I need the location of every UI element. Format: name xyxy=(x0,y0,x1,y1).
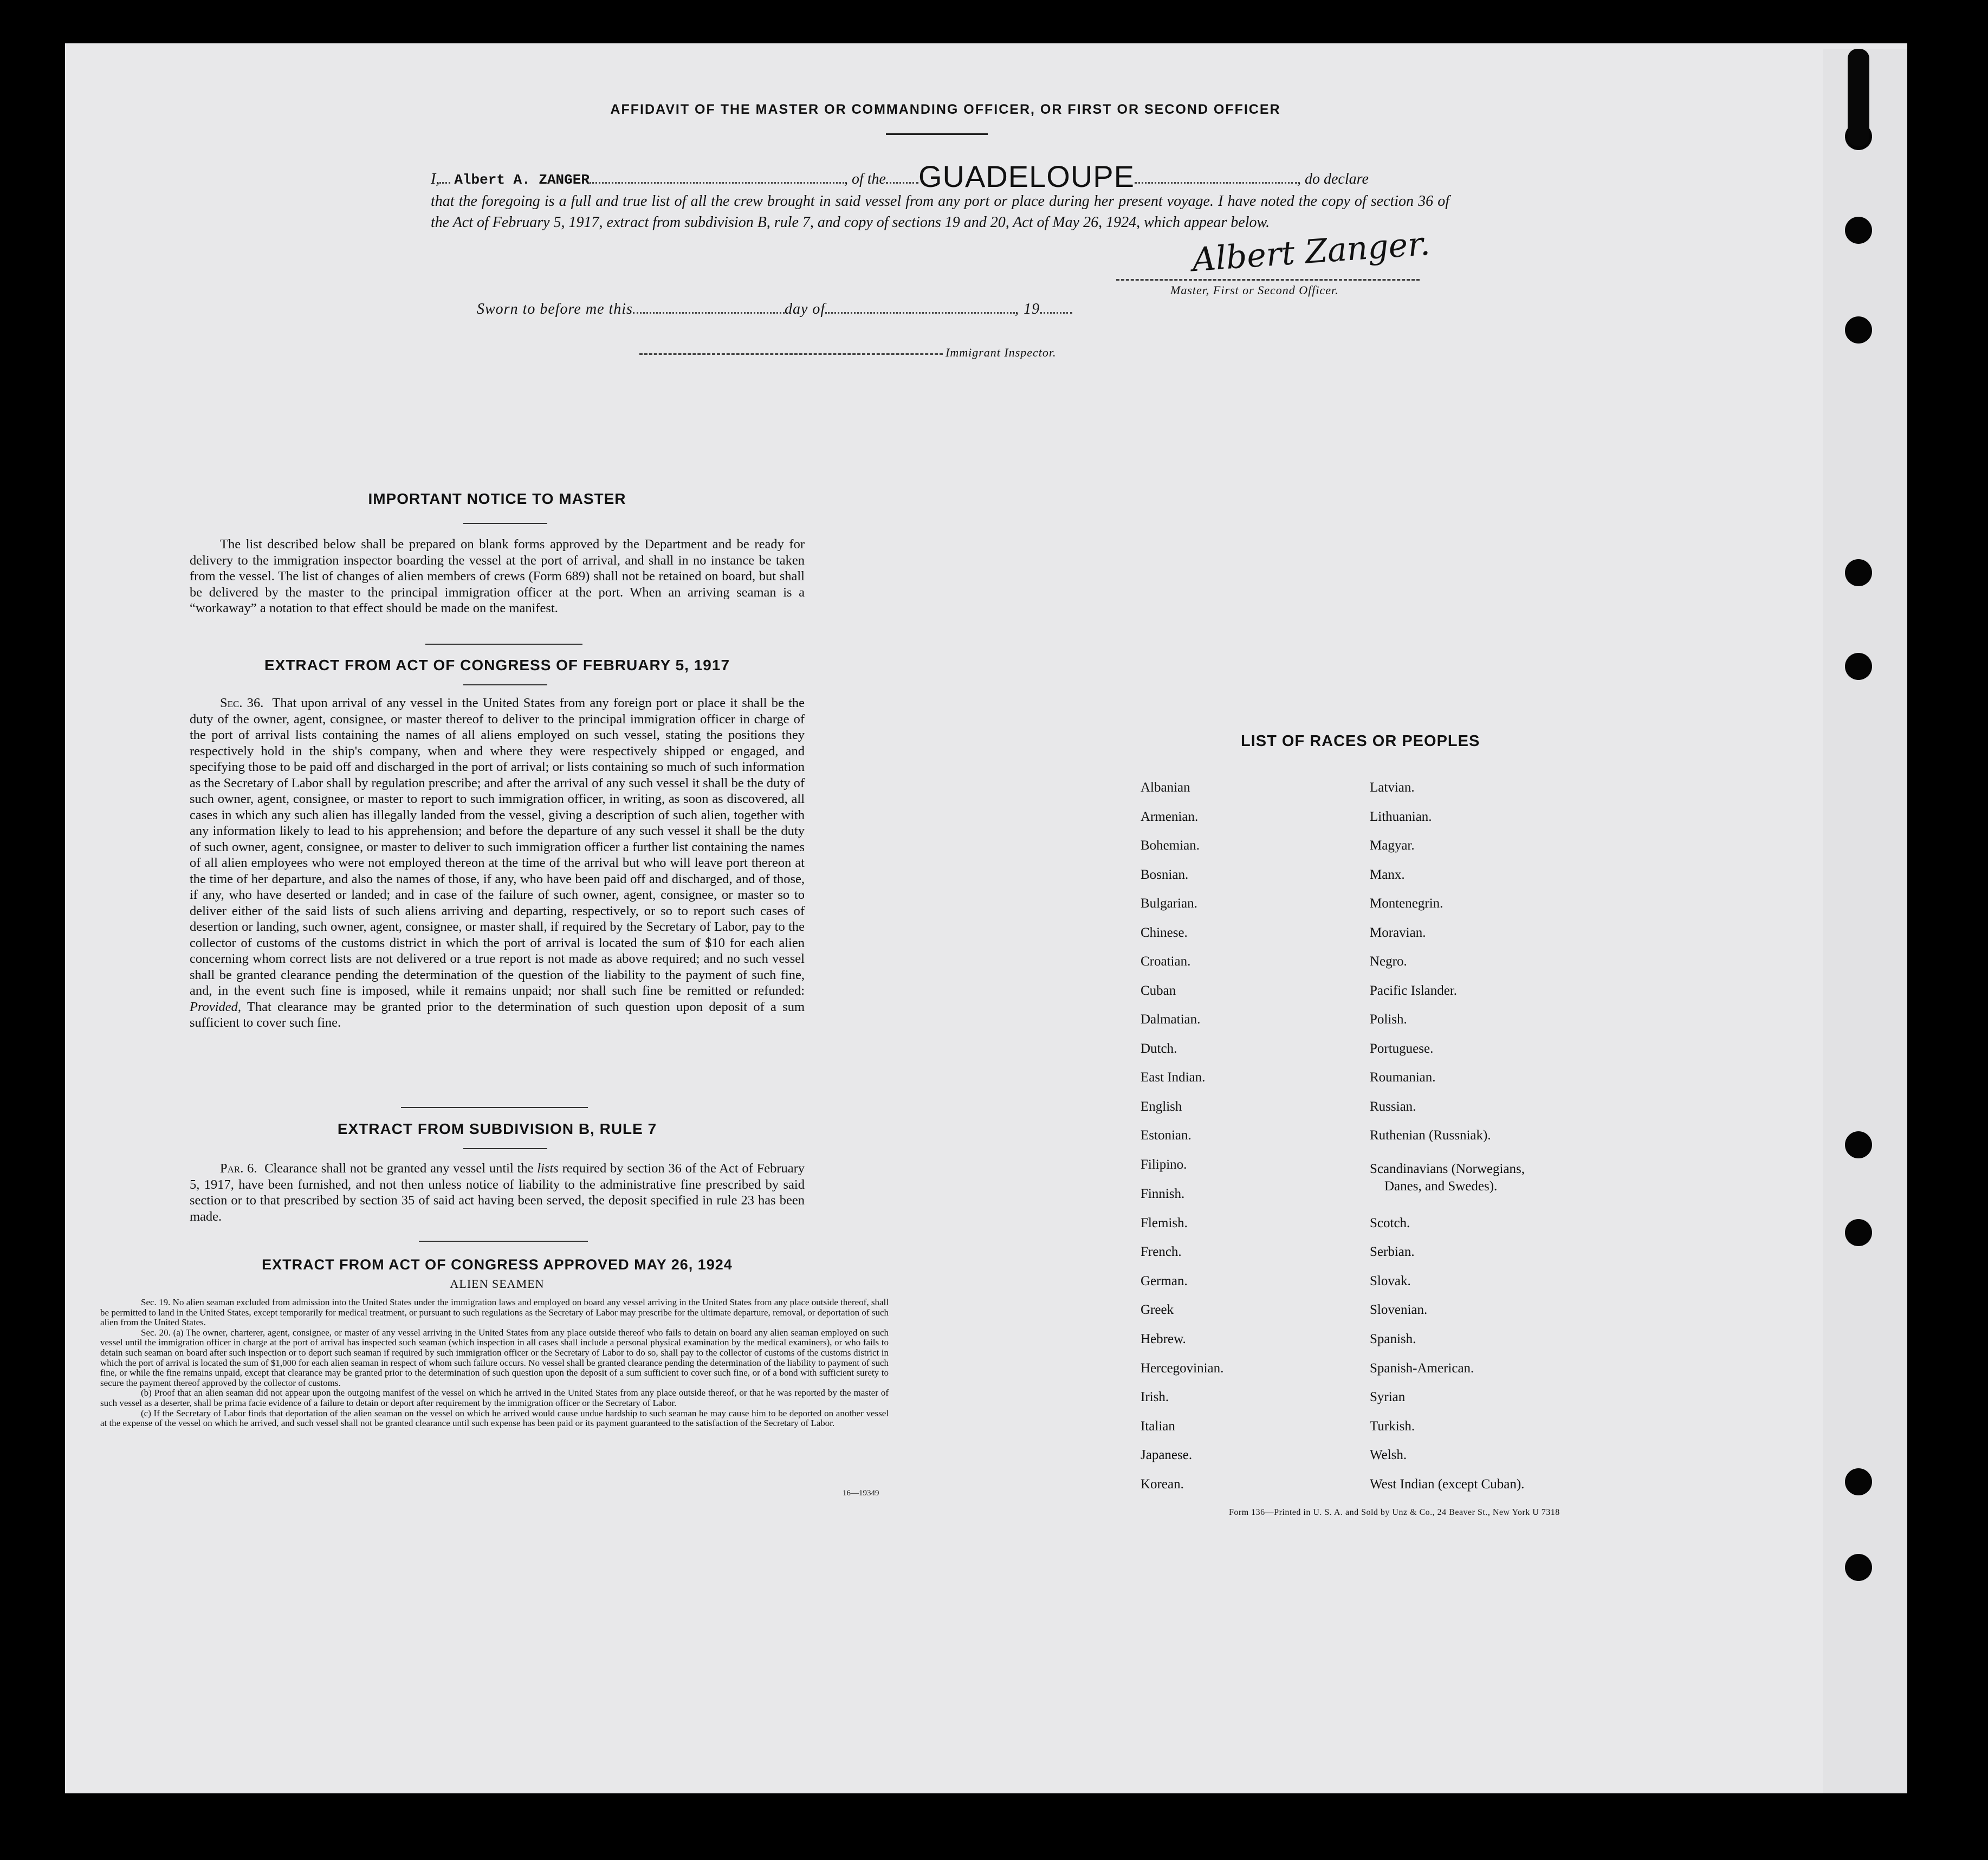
race-item: Hebrew. xyxy=(1141,1332,1186,1346)
race-item: Magyar. xyxy=(1370,838,1415,853)
race-item: Portuguese. xyxy=(1370,1041,1434,1056)
race-item: West Indian (except Cuban). xyxy=(1370,1477,1525,1492)
race-item: Irish. xyxy=(1141,1390,1169,1404)
race-item: Latvian. xyxy=(1370,780,1415,795)
officer-signature: Albert Zanger. xyxy=(1191,224,1432,280)
notice-title: IMPORTANT NOTICE TO MASTER xyxy=(368,490,626,507)
sworn-day-label: day of xyxy=(784,301,826,317)
rule-7-title: EXTRACT FROM SUBDIVISION B, RULE 7 xyxy=(337,1120,657,1137)
par-6-label: Par. 6. xyxy=(220,1161,257,1176)
race-item: Finnish. xyxy=(1141,1187,1185,1201)
binder-hole xyxy=(1845,559,1872,586)
race-item: Spanish-American. xyxy=(1370,1361,1474,1376)
binder-hole xyxy=(1845,217,1872,244)
race-item: Dutch. xyxy=(1141,1041,1177,1056)
race-item: Serbian. xyxy=(1370,1245,1415,1259)
race-item: Hercegovinian. xyxy=(1141,1361,1224,1376)
race-item: German. xyxy=(1141,1274,1188,1288)
race-item: Pacific Islander. xyxy=(1370,983,1458,998)
race-item: Greek xyxy=(1141,1302,1174,1317)
do-declare-label: , do declare xyxy=(1297,171,1369,187)
notice-divider xyxy=(425,644,582,645)
race-item: Chinese. xyxy=(1141,925,1188,940)
race-item: Scotch. xyxy=(1370,1216,1410,1230)
race-item: Welsh. xyxy=(1370,1448,1407,1462)
act-1924-title: EXTRACT FROM ACT OF CONGRESS APPROVED MAY 26, 1924 xyxy=(262,1256,733,1273)
race-item: Croatian. xyxy=(1141,954,1191,969)
section-20c-text: (c) If the Secretary of Labor finds that deportation of the alien seaman on the vessel on which he arrived would cause undue hardship to such seaman he may cause him to be deported on another vessel at the expense of the vessel on which he arrived, and such vessel shall not be granted clearance until such expense has been paid or its payment guaranteed to the satisfaction of the Secretary of Labor. xyxy=(100,1408,889,1429)
title-rule xyxy=(886,133,988,135)
race-item: Armenian. xyxy=(1141,809,1199,824)
form-footer-note: Form 136—Printed in U. S. A. and Sold by Unz & Co., 24 Beaver St., New York U 7318 xyxy=(1229,1508,1560,1517)
race-item: Moravian. xyxy=(1370,925,1426,940)
race-item: Cuban xyxy=(1141,983,1176,998)
race-item: Ruthenian (Russniak). xyxy=(1370,1128,1491,1143)
sworn-prefix: Sworn to before me this xyxy=(477,301,633,317)
binder-hole xyxy=(1845,1131,1872,1158)
declaration-body: that the foregoing is a full and true list of all the crew brought in said vessel from any port or place during her present voyage. I have noted the copy of section 36 of the Act of February 5, 1917, extract from subdivision B, rule 7, and copy of sections 19 and 20, Act of May 26, 1924, which appear below. xyxy=(431,193,1449,231)
act-1924-text xyxy=(100,1298,889,1429)
binder-hole xyxy=(1845,1219,1872,1246)
section-19-text: Sec. 19. No alien seaman excluded from admission into the United States under the immigration laws and employed on board any vessel arriving in the United States from any place outside thereof, shall be permitted to land in the United States, except temporarily for medical treatment, or pursuant to such regulations as the Secretary of Labor may prescribe for the ultimate departure, removal, or deportation of such alien from the United States. xyxy=(100,1297,889,1328)
race-item: East Indian. xyxy=(1141,1070,1206,1085)
inspector-caption: Immigrant Inspector. xyxy=(946,346,1057,359)
signature-line xyxy=(1116,279,1420,281)
act-1917-title: EXTRACT FROM ACT OF CONGRESS OF FEBRUARY 5, 1917 xyxy=(264,657,730,673)
rule-7-text xyxy=(190,1161,805,1224)
act-1917-title-rule xyxy=(463,684,547,685)
declaration-prefix: I, xyxy=(431,171,440,187)
race-item: Syrian xyxy=(1370,1390,1406,1404)
race-item: Bulgarian. xyxy=(1141,896,1197,911)
race-item: Bosnian. xyxy=(1141,867,1189,882)
race-item: Montenegrin. xyxy=(1370,896,1443,911)
notice-title-rule xyxy=(463,523,547,524)
binder-hole xyxy=(1845,316,1872,344)
race-item: Filipino. xyxy=(1141,1157,1187,1172)
sworn-line xyxy=(477,301,1072,318)
race-item: English xyxy=(1141,1099,1182,1114)
races-title: LIST OF RACES OR PEOPLES xyxy=(1241,733,1480,750)
binder-hole xyxy=(1845,653,1872,680)
race-item: Japanese. xyxy=(1141,1448,1193,1462)
race-item: Danes, and Swedes). xyxy=(1384,1179,1498,1194)
ink-smudge xyxy=(1848,49,1869,146)
race-item: Bohemian. xyxy=(1141,838,1200,853)
race-item: Estonian. xyxy=(1141,1128,1191,1143)
race-item: Slovenian. xyxy=(1370,1302,1428,1317)
race-item: Roumanian. xyxy=(1370,1070,1436,1085)
race-item: Spanish. xyxy=(1370,1332,1416,1346)
race-item: French. xyxy=(1141,1245,1182,1259)
race-item: Manx. xyxy=(1370,867,1405,882)
rule-7-divider xyxy=(419,1241,588,1242)
race-item: Dalmatian. xyxy=(1141,1012,1201,1027)
race-item: Negro. xyxy=(1370,954,1407,969)
race-item: Scandinavians (Norwegians, xyxy=(1370,1162,1525,1176)
race-item: Flemish. xyxy=(1141,1216,1188,1230)
inspector-signature-line xyxy=(639,353,943,355)
rule-7-text-b: required by section 36 of the Act of February 5, 1917, have been furnished, and not then unless notice of liability to the administrative fine prescribed by said section or to that prescribed by section 35 of said act having been served, the deposit specified in rule 23 has been made. xyxy=(190,1161,805,1224)
proviso-text: That clearance may be granted prior to the determination of such question upon deposit of a sum sufficient to cover such fine. xyxy=(190,999,805,1030)
of-the-label: , of the xyxy=(844,171,886,187)
race-item: Turkish. xyxy=(1370,1419,1415,1434)
race-item: Slovak. xyxy=(1370,1274,1411,1288)
affidavit-title: AFFIDAVIT OF THE MASTER OR COMMANDING OFFICER, OR FIRST OR SECOND OFFICER xyxy=(610,102,1281,117)
race-item: Polish. xyxy=(1370,1012,1407,1027)
rule-7-title-rule xyxy=(463,1148,547,1149)
affidavit-declaration xyxy=(431,159,1449,233)
proviso-word: Provided, xyxy=(190,999,242,1014)
section-36-text: That upon arrival of any vessel in the United States from any foreign port or place it shall be the duty of the owner, agent, consignee, or master thereof to deliver to the principal immigration officer in charge of the port of arrival lists containing the names of all aliens employed on such vessel, stating the positions they respectively hold in the ship's company, when and where they were respectively shipped or engaged, and specifying those to be paid off and discharged in the port of arrival; or lists containing so much of such information as the Secretary of Labor shall by regulation prescribe; and after the arrival of any such vessel it shall be the duty of such owner, agent, consignee, or master to report to such immigration officer, in writing, as soon as discovered, all cases in which any such alien has illegally landed from the vessel, giving a description of such alien, together with any information likely to lead to his apprehension; and before the departure of any such vessel it shall be the duty of such owner, agent, consignee, or master to deliver to such immigration officer a further list containing the names of all alien employees who were not employed thereon at the time of the arrival but who will leave port thereon at the time of her departure, and also the names of those, if any, who have been paid off and discharged, and of those, if any, who have deserted or landed; and in case of the failure of such owner, agent, consignee, or master so to deliver either of the said lists of such aliens arriving and departing, respectively, or so to report such cases of desertion or landing, such owner, agent, consignee, or master shall, if required by the Secretary of Labor, pay to the collector of customs of the customs district in which the port of arrival is located the sum of $10 for each alien concerning whom correct lists are not delivered or a true report is not made as above required; and no such vessel shall be granted clearance pending the determination of the question of the liability to the payment of such fine, and, in the event such fine is imposed, while it remains unpaid; nor shall such fine be remitted or refunded: xyxy=(190,696,805,998)
race-item: Albanian xyxy=(1141,780,1190,795)
notice-text: The list described below shall be prepared on blank forms approved by the Department and be ready for delivery to the immigration inspector boarding the vessel at the port of arrival, and shall in no instance be taken from the vessel. The list of changes of alien members of crews (Form 689) shall not be retained on board, but shall be delivered by the master to the principal immigration officer at the port. When an arriving seaman is a “workaway” a notation to that effect should be made on the manifest. xyxy=(190,537,805,615)
binder-hole xyxy=(1845,1554,1872,1581)
race-item: Italian xyxy=(1141,1419,1175,1434)
vessel-name-stamp: GUADELOUPE xyxy=(918,159,1135,193)
sworn-year-label: , 19 xyxy=(1015,301,1040,317)
section-20a-text: Sec. 20. (a) The owner, charterer, agent, consignee, or master of any vessel arriving in the United States from any place outside thereof who fails to detain on board any alien seaman employed on such vessel until the immigration officer in charge at the port of arrival has inspected such seaman (which inspection in all cases shall include a personal physical examination by the medical examiners), or who fails to detain such seaman on board after such inspection or to deport such seaman if required by such immigration officer or the Secretary of Labor to do so, shall pay to the collector of customs of the customs district in which the port of arrival is located the sum of $1,000 for each alien seaman in respect of whom such failure occurs. No vessel shall be granted clearance pending the determination of the liability to payment of such fine, or while the fine remains unpaid, except that clearance may be granted prior to the determination of such question upon the deposit of a sum sufficient to cover such fine, or of a bond with sufficient surety to secure the payment thereof approved by the collector of customs. xyxy=(100,1327,889,1388)
race-item: Lithuanian. xyxy=(1370,809,1432,824)
act-1917-divider xyxy=(401,1107,588,1108)
act-1917-text xyxy=(190,695,805,1031)
form-number: 16—19349 xyxy=(843,1489,879,1498)
section-36-label: Sec. 36. xyxy=(220,696,264,710)
officer-name: Albert A. ZANGER xyxy=(454,172,590,188)
binder-hole xyxy=(1845,1468,1872,1495)
lists-word: lists xyxy=(537,1161,559,1176)
rule-7-text-a: Clearance shall not be granted any vessel until the xyxy=(264,1161,534,1176)
race-item: Russian. xyxy=(1370,1099,1416,1114)
section-20b-text: (b) Proof that an alien seaman did not appear upon the outgoing manifest of the vessel on which he arrived in the United States from any place outside thereof, or that he was reported by the master of such vessel as a deserter, shall be prima facie evidence of a failure to detain or deport after requirement by the immigration officer or the Secretary of Labor. xyxy=(100,1388,889,1408)
alien-seamen-subtitle: ALIEN SEAMEN xyxy=(450,1277,545,1291)
page-margin-strip xyxy=(1823,49,1907,1793)
race-item: Korean. xyxy=(1141,1477,1184,1492)
signature-caption: Master, First or Second Officer. xyxy=(1170,283,1339,297)
